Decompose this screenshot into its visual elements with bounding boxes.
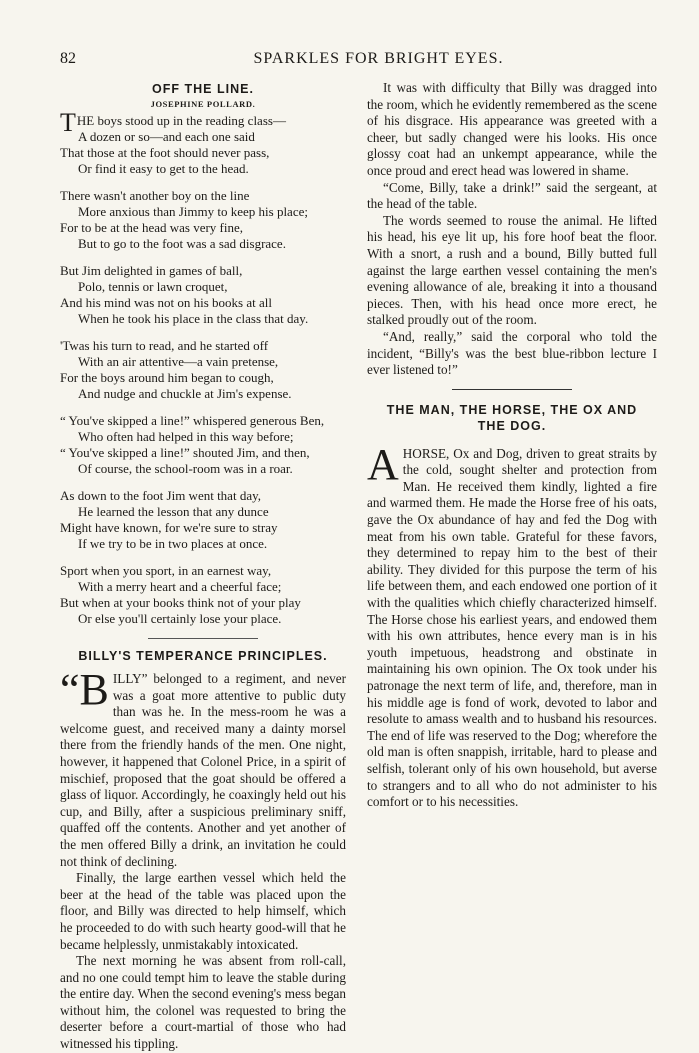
poem-line: HE boys stood up in the reading class— bbox=[76, 113, 286, 128]
poem-line: “ You've skipped a line!” whispered generous Ben, bbox=[60, 413, 325, 428]
poem-stanza bbox=[60, 188, 346, 252]
story-paragraph: “B ILLY” belonged to a regiment, and never was a goat more attentive to public duty than was he. In the mess-room he was a welcome guest, and received many a dainty morsel there from the friendly hands of the men. One night, however, it happened that Colonel Price, in a spirit of mischief, proposed that the goat should be offered a glass of liquor. Accordingly, he coaxingly held out his cup, and Billy, after a suspicious preliminary sniff, quaffed off the contents. Another and yet another of the men offered Billy a drink, an invitation he could not think of declining. bbox=[60, 665, 346, 869]
story-paragraph: “And, really,” said the corporal who told the incident, “Billy's was the best blue-ribbon lecture I ever listened to!” bbox=[367, 328, 657, 378]
drop-initial: A bbox=[367, 439, 399, 489]
poem-stanza bbox=[60, 338, 346, 402]
billy-title: BILLY'S TEMPERANCE PRINCIPLES. bbox=[78, 649, 328, 663]
poem-stanza bbox=[60, 488, 346, 552]
poem-stanza bbox=[60, 263, 346, 327]
poem-line: Or find it easy to get to the head. bbox=[78, 161, 249, 176]
poem-line: If we try to be in two places at once. bbox=[78, 536, 268, 551]
poem-line: As down to the foot Jim went that day, bbox=[60, 488, 261, 503]
fable-text bbox=[367, 439, 657, 811]
billy-story-continued bbox=[367, 80, 657, 379]
poem-line: Who often had helped in this way before; bbox=[78, 429, 294, 444]
poem-line: For the boys around him began to cough, bbox=[60, 370, 274, 385]
fable-title bbox=[367, 402, 657, 434]
fable-title-line: THE DOG. bbox=[477, 418, 547, 433]
story-paragraph: The words seemed to rouse the animal. He lifted his head, his eye lit up, his fore hoof beat the floor. With a snort, a rush and a bound, Billy butted full against the large earthen vessel containing the men's evening allowance of ale, breaking it into a thousand pieces. Then, with his head once more erect, he stalked proudly out of the room. bbox=[367, 212, 657, 328]
poem-line: Polo, tennis or lawn croquet, bbox=[78, 279, 228, 294]
poem-line: And nudge and chuckle at Jim's expense. bbox=[78, 386, 292, 401]
poem-line: There wasn't another boy on the line bbox=[60, 188, 250, 203]
poem-line: But when at your books think not of your play bbox=[60, 595, 301, 610]
poem-line: But to go to the foot was a sad disgrace. bbox=[78, 236, 286, 251]
story-paragraph: The next morning he was absent from roll-call, and no one could tempt him to leave the stable during the entire day. When the second evening's mess began without him, the colonel was requested to bring the deserter before a court-martial of those who had witnessed his tippling. bbox=[60, 953, 346, 1052]
story-paragraph: It was with difficulty that Billy was dragged into the room, which he evidently remembered as the scene of his disgrace. His appearance was greeted with a cheer, but sadly changed were his looks. His once glossy coat had an unkempt appearance, while the once proud and erect head was lowered in shame. bbox=[367, 80, 657, 178]
poem-line: “ You've skipped a line!” shouted Jim, and then, bbox=[60, 445, 310, 460]
poem-stanza bbox=[60, 413, 346, 477]
poem-author: JOSEPHINE POLLARD. bbox=[150, 99, 256, 109]
poem-line: For to be at the head was very fine, bbox=[60, 220, 244, 235]
poem-stanza bbox=[60, 563, 346, 627]
drop-initial: “B bbox=[60, 665, 109, 714]
fable-title-line: THE MAN, THE HORSE, THE OX AND bbox=[386, 402, 638, 417]
drop-initial: T bbox=[60, 108, 76, 137]
poem-line: 'Twas his turn to read, and he started off bbox=[60, 338, 269, 353]
poem-line: He learned the lesson that any dunce bbox=[78, 504, 269, 519]
poem-line: And his mind was not on his books at all bbox=[60, 295, 272, 310]
poem-line: When he took his place in the class that day. bbox=[78, 311, 309, 326]
poem-line: But Jim delighted in games of ball, bbox=[60, 263, 243, 278]
poem-line: With an air attentive—a vain pretense, bbox=[78, 354, 279, 369]
story-paragraph: Finally, the large earthen vessel which held the beer at the head of the table was placed upon the floor, and Billy was directed to help himself, which he proceeded to do with such hearty good-will that he became helplessly, unmistakably intoxicated. bbox=[60, 870, 346, 952]
poem-line: Sport when you sport, in an earnest way, bbox=[60, 563, 272, 578]
left-column bbox=[60, 82, 346, 1053]
story-paragraph: AHORSE, Ox and Dog, driven to great straits by the cold, sought shelter and protection from Man. He received them kindly, lighted a fire and warmed them. He made the Horse free of his oats, gave the Ox abundance of hay and fed the Dog with meat from his own table. Grateful for these favors, they determined to repay him to the best of their ability. They divided for this purpose the term of his life between them, and each endowed one portion of it with the qualities which chiefly characterized himself. The Horse chose his earliest years, and endowed them with his own attributes, hence every man is in his youth impetuous, headstrong and obstinate in maintaining his own opinion. The Ox took under his patronage the next term of life, and, therefore, man in his middle age is fond of work, devoted to labor and resolute to amass wealth and to husband his resources. The end of life was reserved to the Dog; wherefore the old man is often snappish, irritable, hard to please and selfish, tolerant only of his own household, but averse to strangers and to all who do not administer to his comfort or to his necessities. bbox=[367, 439, 657, 810]
story-paragraph: “Come, Billy, take a drink!” said the sergeant, at the head of the table. bbox=[367, 179, 657, 212]
section-divider bbox=[452, 389, 572, 390]
right-column bbox=[367, 80, 657, 811]
poem-line: A dozen or so—and each one said bbox=[78, 129, 255, 144]
poem-line: Of course, the school-room was in a roar. bbox=[78, 461, 293, 476]
poem-line: Might have known, for we're sure to stray bbox=[60, 520, 278, 535]
running-head bbox=[60, 50, 657, 72]
running-title: SPARKLES FOR BRIGHT EYES. bbox=[253, 50, 504, 67]
poem-stanza bbox=[60, 108, 346, 177]
poem-line: That those at the foot should never pass, bbox=[60, 145, 270, 160]
poem-line: More anxious than Jimmy to keep his place; bbox=[78, 204, 308, 219]
poem-title: OFF THE LINE. bbox=[152, 82, 254, 96]
page-number: 82 bbox=[60, 50, 76, 67]
billy-story bbox=[60, 665, 346, 1053]
poem-line: With a merry heart and a cheerful face; bbox=[78, 579, 282, 594]
poem-line: Or else you'll certainly lose your place. bbox=[78, 611, 282, 626]
section-divider bbox=[148, 638, 258, 639]
